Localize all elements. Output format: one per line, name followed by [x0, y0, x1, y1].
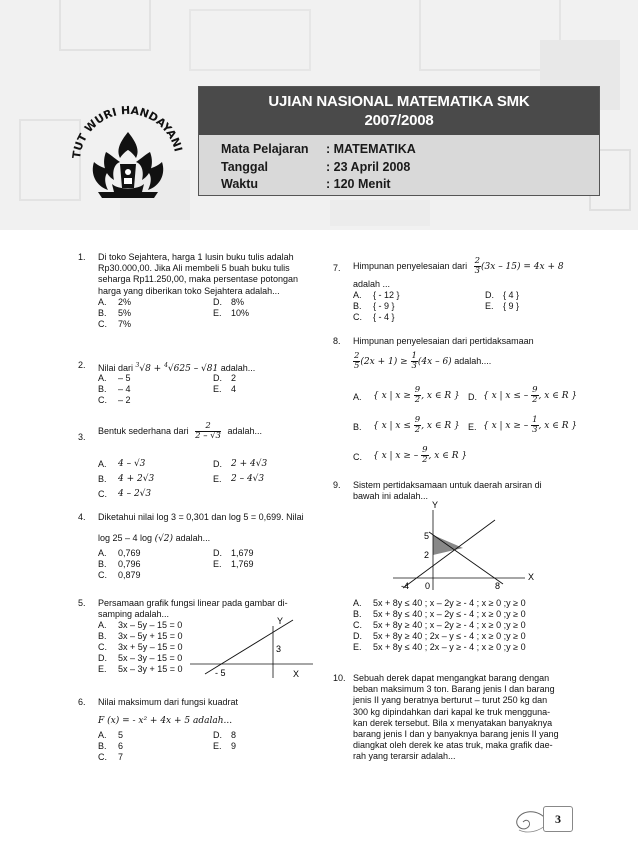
option-e-value: 2 – 4√3	[231, 474, 265, 484]
equation: $\frac{2}{3}$ (3x – 15) = 4x + 8	[474, 256, 564, 276]
svg-text:-4: -4	[401, 581, 410, 591]
svg-text:5: 5	[424, 531, 430, 541]
svg-text:Y: Y	[432, 500, 439, 510]
option-d-set: { x | x ≤ – $\frac{9}{2}$ , x ∈ R }	[483, 385, 578, 405]
option-label: D.	[213, 297, 222, 307]
option-label: C.	[98, 319, 107, 329]
sqrt-two: (√2)	[154, 534, 174, 544]
option-label: A.	[98, 297, 107, 307]
y-intercept-label: 3	[276, 644, 282, 654]
option-d-value: 2 + 4√3	[231, 459, 268, 469]
svg-text:8: 8	[495, 581, 501, 591]
option-a-set: { x | x ≥ $\frac{9}{2}$ , x ∈ R }	[373, 385, 460, 405]
option-c-value: 4 – 2√3	[118, 489, 152, 499]
y-label: Y	[277, 616, 284, 626]
option-a-value: 4 – √3	[118, 459, 146, 469]
svg-text:2: 2	[424, 550, 430, 560]
option-b-value: 4 + 2√3	[118, 474, 155, 484]
option-c-set: { x | x ≥ – $\frac{9}{2}$ , x ∈ R }	[373, 445, 468, 465]
svg-text:TUT WURI HANDAYANI: TUT WURI HANDAYANI	[70, 103, 185, 160]
inequality: $\frac{2}{5}$ (2x + 1) ≥ $\frac{1}{3}$ (4x – 6)	[354, 351, 452, 371]
option-value: 10%	[231, 308, 250, 318]
info-row-date: Tanggal : 23 April 2008	[221, 159, 411, 174]
exam-title: UJIAN NASIONAL MATEMATIKA SMK 2007/2008	[199, 87, 599, 135]
tut-wuri-handayani-logo	[58, 92, 198, 207]
option-label: B.	[98, 308, 107, 318]
line-5x-8y-40	[429, 532, 503, 584]
q9-graph	[385, 500, 545, 594]
option-value: 7%	[118, 319, 132, 329]
svg-text:0: 0	[425, 581, 431, 591]
exam-info	[199, 135, 599, 194]
option-e-set: { x | x ≥ – $\frac{1}{3}$ , x ∈ R }	[483, 415, 578, 435]
x-intercept-label: - 5	[215, 668, 226, 678]
x-label: X	[293, 669, 300, 679]
q5-graph	[185, 612, 320, 682]
svg-text:X: X	[528, 572, 535, 582]
page-number: 3	[537, 802, 577, 836]
fraction: $\frac{2}{2 - √3}$	[195, 421, 221, 441]
option-value: 2%	[118, 297, 132, 307]
option-b-set: { x | x ≤ $\frac{9}{2}$ , x ∈ R }	[373, 415, 460, 435]
option-label: E.	[213, 308, 222, 318]
option-value: 5%	[118, 308, 132, 318]
option-value: 8%	[231, 297, 245, 307]
info-row-time: Waktu : 120 Menit	[221, 177, 391, 191]
exam-header-box	[198, 86, 600, 196]
radical-expression: $^3$√8 + $^4$√625 – √81	[135, 362, 219, 374]
info-row-subject: Mata Pelajaran : MATEMATIKA	[221, 142, 416, 156]
quadratic-function: F (x) = - x² + 4x + 5 adalah...	[98, 716, 233, 726]
